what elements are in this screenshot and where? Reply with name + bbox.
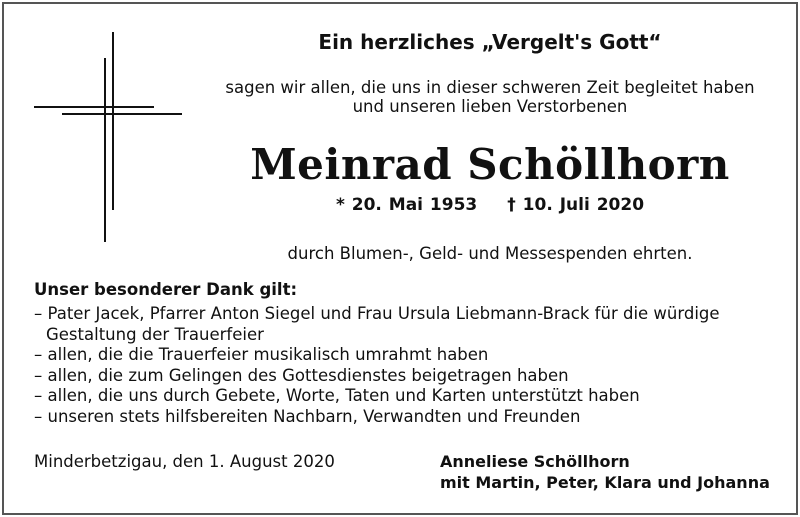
closing-text: durch Blumen-, Geld- und Messespenden ehrten. — [287, 244, 693, 263]
list-item: – Pater Jacek, Pfarrer Anton Siegel und Frau Ursula Liebmann-Brack für die würdige Gestaltung der Trauerfeier — [34, 304, 720, 344]
signer-line: Anneliese Schöllhorn — [440, 452, 630, 471]
list-item: – allen, die uns durch Gebete, Worte, Taten und Karten unterstützt haben — [34, 386, 640, 405]
list-item: – unseren stets hilfsbereiten Nachbarn, Verwandten und Freunden — [34, 406, 581, 426]
intro-text — [180, 78, 800, 116]
thanks-title: Ein herzliches „Vergelt's Gott“ — [318, 30, 662, 54]
intro-line: und unseren lieben Verstorbenen — [352, 97, 628, 116]
signer-line: mit Martin, Peter, Klara und Johanna — [440, 472, 770, 492]
signers — [440, 452, 770, 493]
place-and-date: Minderbetzigau, den 1. August 2020 — [34, 452, 335, 471]
list-item: – allen, die die Trauerfeier musikalisch umrahmt haben — [34, 345, 489, 364]
intro-line: sagen wir allen, die uns in dieser schweren Zeit begleitet haben — [225, 78, 755, 97]
death-date: † 10. Juli 2020 — [507, 195, 645, 215]
life-dates — [180, 195, 800, 215]
list-item: – allen, die zum Gelingen des Gottesdienstes beigetragen haben — [34, 365, 569, 385]
special-thanks-heading: Unser besonderer Dank gilt: — [34, 280, 298, 299]
birth-date: * 20. Mai 1953 — [335, 195, 478, 215]
deceased-name: Meinrad Schöllhorn — [250, 140, 730, 189]
special-thanks-list — [34, 304, 774, 427]
